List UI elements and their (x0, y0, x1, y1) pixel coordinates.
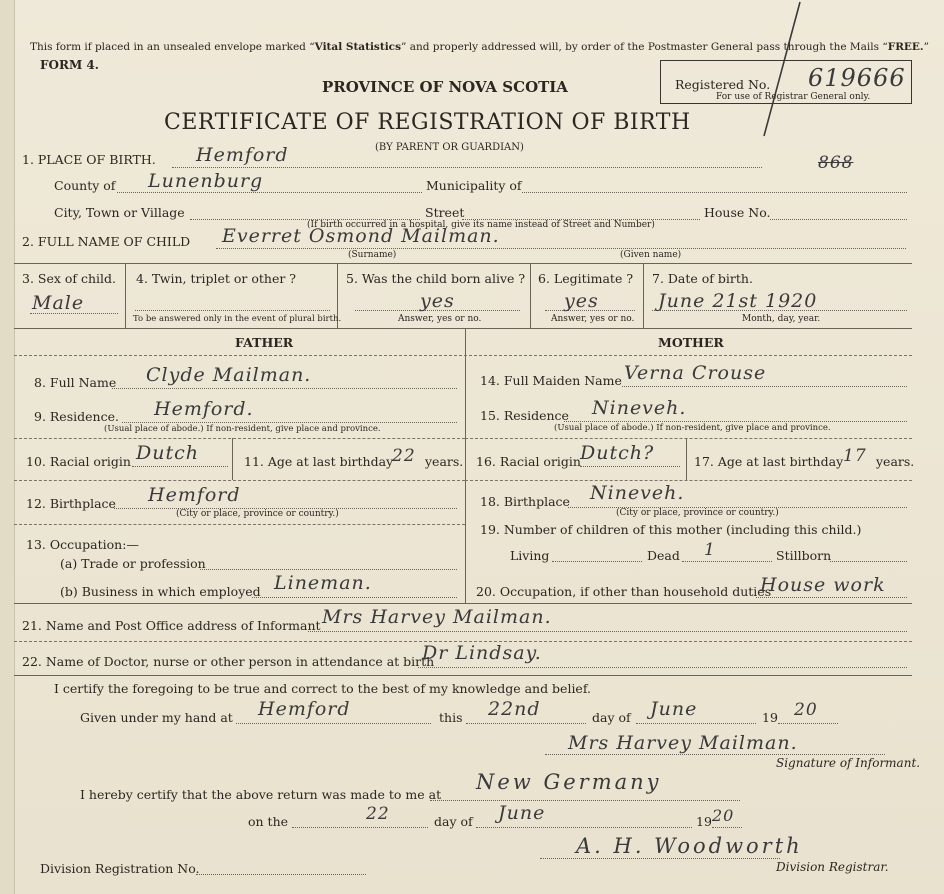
city-label: City, Town or Village (54, 205, 185, 220)
registered-note: For use of Registrar General only. (716, 92, 871, 102)
parents-bottom-border (14, 603, 912, 604)
stillborn-line (830, 561, 907, 562)
father-age-divider (232, 438, 233, 480)
parents-heading-border (14, 355, 912, 356)
municipality-line (522, 192, 907, 193)
mother-residence-note: (Usual place of abode.) If non-resident, give place and province. (554, 423, 831, 433)
sex-value: Male (32, 292, 85, 314)
given-day-of-label: day of (592, 710, 631, 725)
mother-name-value: Verna Crouse (624, 362, 767, 384)
corner-mark: 868 (818, 153, 854, 173)
row3-top-border (14, 263, 912, 264)
trade-label: (a) Trade or profession (60, 556, 206, 571)
stillborn-label: Stillborn (776, 548, 832, 563)
informant-label: 21. Name and Post Office address of Informant (22, 618, 321, 633)
given-month-line (636, 723, 756, 724)
father-row-border-2 (14, 480, 465, 481)
mother-age-value: 17 (843, 446, 867, 466)
given-year-value: 20 (794, 700, 818, 720)
mother-occupation-value: House work (760, 574, 886, 596)
doctor-line (418, 667, 907, 668)
registrar-certify-text: I hereby certify that the above return was made to me at (80, 787, 442, 802)
informant-value: Mrs Harvey Mailman. (322, 606, 552, 628)
row3-divider-4 (643, 263, 644, 328)
registrar-day-line (292, 827, 428, 828)
given-place-line (236, 723, 431, 724)
mother-heading: MOTHER (658, 335, 724, 350)
informant-signature-caption: Signature of Informant. (776, 756, 921, 770)
place-of-birth-label: 1. PLACE OF BIRTH. (22, 152, 156, 167)
father-racial-label: 10. Racial origin (26, 454, 131, 469)
informant-signature: Mrs Harvey Mailman. (568, 732, 798, 754)
born-alive-value: yes (420, 290, 455, 312)
child-name-line (216, 248, 906, 249)
given-name-note: (Given name) (620, 250, 682, 260)
county-label: County of (54, 178, 116, 193)
left-binding-margin (0, 0, 15, 894)
father-birthplace-value: Hemford (148, 484, 241, 506)
informant-signature-line (545, 754, 885, 755)
mother-birthplace-label: 18. Birthplace (480, 494, 570, 509)
father-residence-line (122, 422, 457, 423)
living-line (552, 561, 642, 562)
mother-row-border-2 (465, 480, 912, 481)
mother-occupation-label: 20. Occupation, if other than household duties (476, 584, 772, 599)
postal-notice-text: This form if placed in an unsealed envelope marked “ (30, 41, 315, 53)
father-name-line (112, 388, 457, 389)
registrar-day-value: 22 (366, 804, 390, 824)
registrar-month-value: June (498, 802, 546, 824)
occupation-label: 13. Occupation:— (26, 537, 139, 552)
ink-stroke-mark (752, 0, 812, 140)
mother-residence-value: Nineveh. (592, 397, 687, 419)
registrar-month-line (476, 827, 692, 828)
registrar-place-line (430, 800, 740, 801)
county-value: Lunenburg (148, 170, 264, 192)
given-under-label: Given under my hand at (80, 710, 233, 725)
house-no-line (770, 219, 907, 220)
place-of-birth-line (172, 167, 762, 168)
registrar-signature-line (540, 858, 780, 859)
registrar-signature: A. H. Woodworth (576, 834, 803, 858)
postal-notice-end: ” (923, 41, 929, 53)
registered-label: Registered No. (675, 77, 771, 92)
given-month-value: June (650, 698, 698, 720)
given-day-line (466, 723, 586, 724)
doctor-value: Dr Lindsay. (422, 642, 542, 664)
mother-occupation-line (756, 597, 907, 598)
mother-age-unit: years. (876, 454, 915, 469)
postal-notice-text-2: ” and properly addressed will, by order of the Postmaster General pass through the Mails “ (401, 41, 888, 53)
mother-name-label: 14. Full Maiden Name (480, 373, 622, 388)
given-place-value: Hemford (258, 698, 351, 720)
registrar-day-of-label: day of (434, 814, 473, 829)
row3-bottom-border (14, 328, 912, 329)
doctor-bottom-border (14, 675, 912, 676)
this-label: this (439, 710, 463, 725)
registrar-year-prefix: 19 (696, 814, 712, 829)
municipality-label: Municipality of (426, 178, 522, 193)
child-name-label: 2. FULL NAME OF CHILD (22, 234, 191, 249)
given-year-prefix: 19 (762, 710, 778, 725)
business-value: Lineman. (274, 572, 372, 594)
mother-racial-value: Dutch? (580, 442, 655, 464)
county-line (117, 192, 422, 193)
mother-name-line (622, 386, 907, 387)
living-label: Living (510, 548, 550, 563)
certify-text: I certify the foregoing to be true and correct to the best of my knowledge and belief. (54, 681, 591, 696)
certificate-title: CERTIFICATE OF REGISTRATION OF BIRTH (164, 110, 691, 135)
certificate-subtitle: (BY PARENT OR GUARDIAN) (375, 142, 524, 153)
on-the-label: on the (248, 814, 289, 829)
mother-age-label: 17. Age at last birthday (694, 454, 844, 469)
mother-residence-line (564, 421, 907, 422)
informant-line (308, 631, 907, 632)
father-residence-note: (Usual place of abode.) If non-resident, give place and province. (104, 424, 381, 434)
row3-divider-3 (530, 263, 531, 328)
mother-residence-label: 15. Residence (480, 408, 569, 423)
registrar-year-line (712, 827, 742, 828)
row3-divider-1 (125, 263, 126, 328)
twin-note: To be answered only in the event of plural birth. (133, 314, 342, 324)
child-name-value: Everret Osmond Mailman. (222, 225, 500, 247)
father-age-unit: years. (425, 454, 464, 469)
father-age-value: 22 (392, 446, 416, 466)
father-name-value: Clyde Mailman. (146, 364, 312, 386)
father-residence-label: 9. Residence. (34, 409, 119, 424)
mother-birthplace-value: Nineveh. (590, 482, 685, 504)
registrar-place-value: New Germany (476, 770, 662, 794)
doctor-label: 22. Name of Doctor, nurse or other person in attendance at birth (22, 654, 435, 669)
date-of-birth-label: 7. Date of birth. (652, 271, 753, 286)
registrar-year-value: 20 (712, 806, 735, 825)
given-year-line (778, 723, 838, 724)
legitimate-label: 6. Legitimate ? (538, 271, 634, 286)
father-name-label: 8. Full Name (34, 375, 117, 390)
hospital-note: (If birth occurred in a hospital, give its name instead of Street and Number) (307, 220, 655, 230)
trade-line (200, 569, 457, 570)
twin-label: 4. Twin, triplet or other ? (136, 271, 296, 286)
father-residence-value: Hemford. (154, 398, 254, 420)
form-number: FORM 4. (40, 58, 99, 72)
legitimate-value: yes (564, 290, 599, 312)
place-of-birth-value: Hemford (196, 144, 289, 166)
registered-number: 619666 (808, 64, 906, 92)
registrar-caption: Division Registrar. (776, 860, 889, 874)
legitimate-note: Answer, yes or no. (551, 314, 635, 324)
born-alive-note: Answer, yes or no. (398, 314, 482, 324)
division-registration-label: Division Registration No. (40, 861, 200, 876)
mother-age-divider (686, 438, 687, 480)
postal-notice-free: FREE. (887, 41, 924, 53)
surname-note: (Surname) (348, 250, 397, 260)
father-row-border-1 (14, 438, 465, 439)
dead-line (682, 561, 772, 562)
business-label: (b) Business in which employed (60, 584, 261, 599)
division-registration-line (196, 874, 366, 875)
date-of-birth-value: June 21st 1920 (658, 290, 818, 312)
province-heading: PROVINCE OF NOVA SCOTIA (322, 78, 568, 96)
father-heading: FATHER (235, 335, 294, 350)
dead-label: Dead (647, 548, 680, 563)
date-of-birth-note: Month, day, year. (742, 314, 821, 324)
given-day-value: 22nd (488, 698, 541, 720)
street-label: Street (425, 205, 465, 220)
house-no-label: House No. (704, 205, 771, 220)
born-alive-label: 5. Was the child born alive ? (346, 271, 526, 286)
father-birthplace-label: 12. Birthplace (26, 496, 116, 511)
dead-value: 1 (704, 540, 716, 560)
mother-racial-line (580, 466, 680, 467)
father-birthplace-note: (City or place, province or country.) (176, 509, 339, 519)
postal-notice-vital: Vital Statistics (314, 41, 401, 53)
father-age-label: 11. Age at last birthday (244, 454, 394, 469)
mother-row-border-1 (465, 438, 912, 439)
mother-birthplace-note: (City or place, province or country.) (616, 508, 779, 518)
father-racial-line (132, 466, 228, 467)
father-mother-divider (465, 328, 466, 603)
sex-label: 3. Sex of child. (22, 271, 117, 286)
business-line (252, 597, 457, 598)
children-count-label: 19. Number of children of this mother (including this child.) (480, 522, 862, 537)
father-racial-value: Dutch (136, 442, 199, 464)
mother-racial-label: 16. Racial origin (476, 454, 581, 469)
father-row-border-3 (14, 524, 465, 525)
twin-line (135, 310, 330, 311)
